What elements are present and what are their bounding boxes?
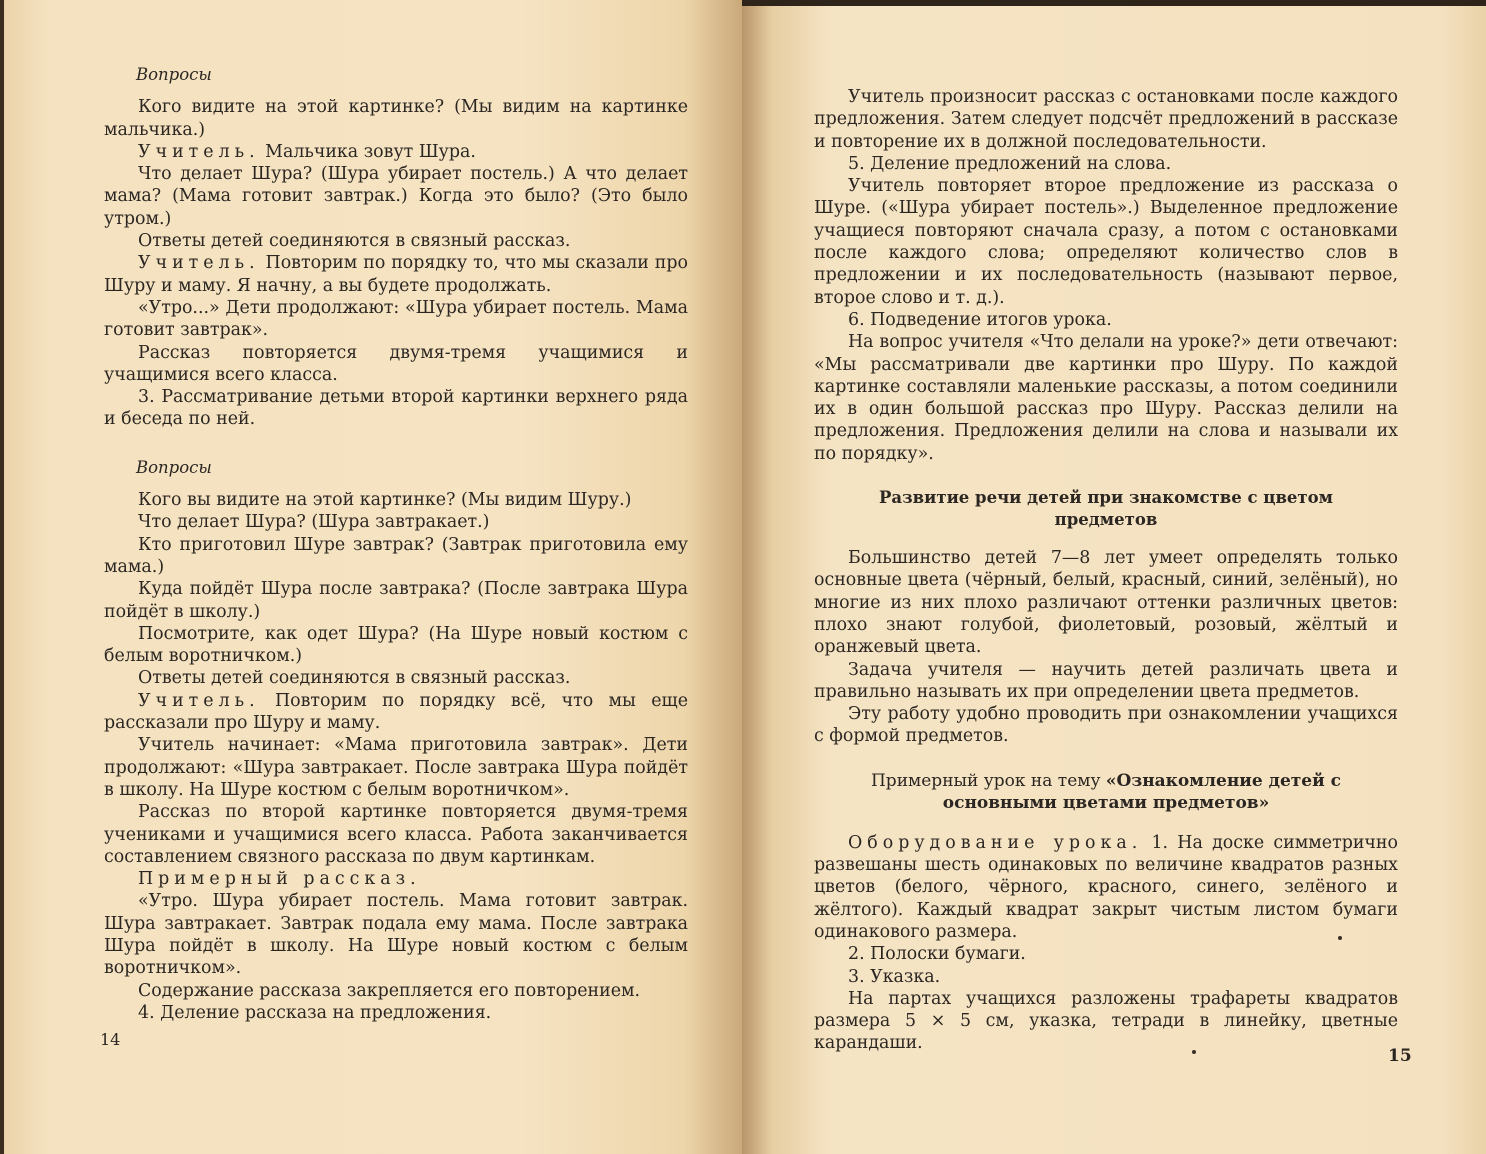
right-page <box>742 0 1486 1154</box>
paragraph: Учитель повторяет второе предложение из рассказа о Шуре. («Шура убирает постель».) Выделенное предложение учащиеся повторяют сначала сразу, а потом с остановками после каждого слова; определяют количество слов в предложении и их последовательность (называют первое, второе слово и т. д.). <box>814 176 1398 308</box>
paragraph: 6. Подведение итогов урока. <box>848 309 1112 330</box>
paragraph <box>104 252 688 297</box>
paragraph: На вопрос учителя «Что делали на уроке?» дети отвечают: «Мы рассматривали две картинки про Шуру. По каждой картинке составляли маленькие рассказы, а потом соединили их в один большой рассказ про Шуру. Рассказ делили на предложения. Предложения делили на слова и называли их по порядку». <box>814 332 1398 464</box>
paragraph-text: Повторим по порядку всё, что мы еще рассказали про Шуру и маму. <box>104 690 688 734</box>
paragraph: Что делает Шура? (Шура убирает постель.) А что делает мама? (Мама готовит завтрак.) Когда это было? (Это было утром.) <box>104 164 688 229</box>
equipment-label: Оборудование урока. <box>848 832 1143 853</box>
paragraph: Ответы детей соединяются в связный рассказ. <box>138 231 571 252</box>
paragraph: Что делает Шура? (Шура завтракает.) <box>138 512 490 533</box>
paragraph-text: Повторим по порядку то, что мы сказали про Шуру и маму. Я начну, а вы будете продолжать. <box>104 253 688 296</box>
lesson-title-prefix: Примерный урок на тему <box>870 770 1101 791</box>
right-text-column <box>814 86 1398 1055</box>
left-page <box>4 0 742 1154</box>
paragraph: 5. Деление предложений на слова. <box>848 153 1172 174</box>
paragraph <box>104 141 688 163</box>
section-title: Развитие речи детей при знакомстве с цветом предметов <box>879 488 1333 530</box>
paragraph: 4. Деление рассказа на предложения. <box>138 1002 492 1023</box>
paragraph: Кого видите на этой картинке? (Мы видим на картинке мальчика.) <box>104 97 688 140</box>
paragraph: Большинство детей 7—8 лет умеет определять только основные цвета (чёрный, белый, красный, синий, зелёный), но многие из них плохо различают оттенки различных цветов: плохо знают голубой, фиолетовый, розовый, жёлтый и оранжевый цвета. <box>814 548 1398 658</box>
lesson-title <box>834 770 1378 814</box>
paragraph: «Утро...» Дети продолжают: «Шура убирает постель. Мама готовит завтрак». <box>104 297 688 341</box>
teacher-label: Учитель. <box>138 690 260 711</box>
page-number: 14 <box>100 1030 121 1049</box>
paragraph: Содержание рассказа закрепляется его повторением. <box>138 980 641 1001</box>
teacher-label: Учитель. <box>138 141 260 162</box>
lesson-title-topic: «Ознакомление детей с основными цветами предметов» <box>942 770 1341 813</box>
paragraph: Кто приготовил Шуре завтрак? (Завтрак приготовила ему мама.) <box>104 534 688 577</box>
paragraph-text: 1. На доске симметрично развешаны шесть одинаковых по величине квадратов разных цветов (белого, чёрного, красного, синего, зелёного и жёлтого). Каждый квадрат закрыт чистым листом бумаги одинакового размера. <box>814 832 1398 942</box>
paragraph: 2. Полоски бумаги. <box>848 944 1026 965</box>
questions-heading: Вопросы <box>136 457 212 477</box>
teacher-label: Учитель. <box>138 253 260 274</box>
paragraph: 3. Рассматривание детьми второй картинки верхнего ряда и беседа по ней. <box>104 387 688 430</box>
paragraph: Куда пойдёт Шура после завтрака? (После завтрака Шура пойдёт в школу.) <box>104 579 688 622</box>
paragraph: Учитель начинает: «Мама приготовила завтрак». Дети продолжают: «Шура завтракает. После завтрака Шура пойдёт в школу. На Шуре костюм с белым воротничком». <box>104 735 688 800</box>
paragraph: На партах учащихся разложены трафареты квадратов размера 5 × 5 см, указка, тетради в линейку, цветные карандаши. <box>814 988 1398 1054</box>
paragraph: Эту работу удобно проводить при ознакомлении учащихся с формой предметов. <box>814 704 1398 747</box>
questions-heading: Вопросы <box>136 65 212 84</box>
sample-story-label: Примерный рассказ. <box>138 869 421 890</box>
left-text-column <box>104 64 688 1024</box>
paragraph: Посмотрите, как одет Шура? (На Шуре новый костюм с белым воротничком.) <box>104 623 688 667</box>
paragraph: Ответы детей соединяются в связный рассказ. <box>138 668 571 689</box>
paragraph: Учитель произносит рассказ с остановками после каждого предложения. Затем следует подсчёт предложений в рассказе и повторение их в должной последовательности. <box>814 87 1398 152</box>
paragraph <box>814 832 1398 943</box>
paragraph: 3. Указка. <box>848 966 941 987</box>
paragraph: Кого вы видите на этой картинке? (Мы видим Шуру.) <box>138 490 632 511</box>
print-speck <box>1338 936 1342 940</box>
paragraph-text: Мальчика зовут Шура. <box>265 141 476 162</box>
paragraph <box>104 690 688 735</box>
paragraph: Рассказ повторяется двумя-тремя учащимися и учащимися всего класса. <box>104 342 688 385</box>
page-number: 15 <box>1388 1046 1412 1066</box>
print-speck <box>1192 1050 1196 1054</box>
paragraph: «Утро. Шура убирает постель. Мама готовит завтрак. Шура завтракает. Завтрак подала ему мама. После завтрака Шура пойдёт в школу. На Шуре новый костюм с белым воротничком». <box>104 891 688 979</box>
paragraph: Задача учителя — научить детей различать цвета и правильно называть их при определении цвета предметов. <box>814 659 1398 702</box>
paragraph: Рассказ по второй картинке повторяется двумя-тремя учениками и учащимися всего класса. Работа заканчивается составлением связного рассказа по двум картинкам. <box>104 802 688 867</box>
